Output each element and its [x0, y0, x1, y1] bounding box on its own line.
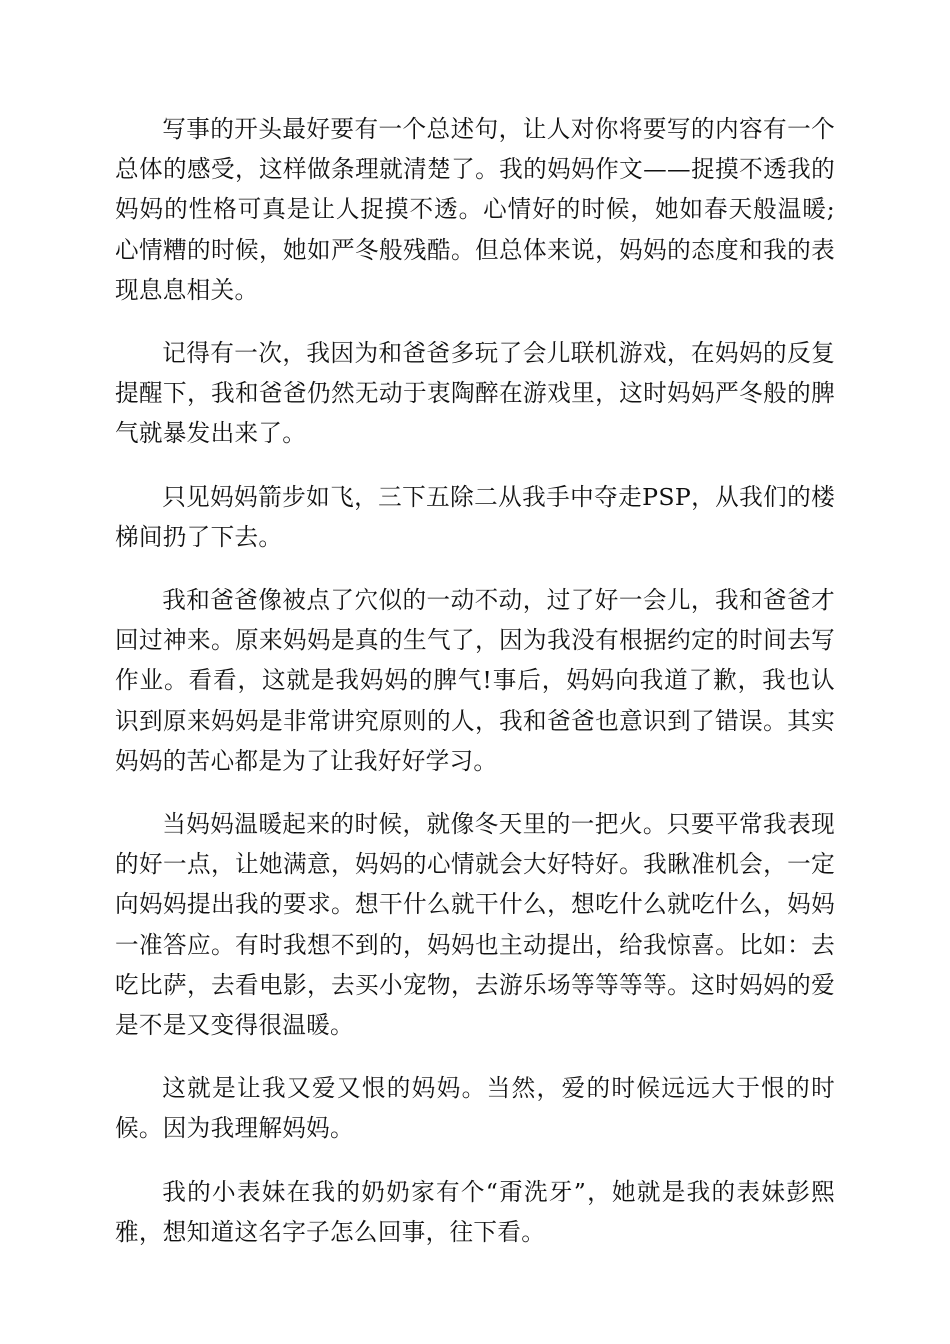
- document-body: [115, 109, 835, 1275]
- paragraph-3: 只见妈妈箭步如飞，三下五除二从我手中夺走PSP，从我们的楼梯间扔了下去。: [115, 482, 835, 551]
- paragraph-7: 我的小表妹在我的奶奶家有个“甭洗牙”，她就是我的表妹彭熙雅，想知道这名字子怎么回事，往下看。: [115, 1177, 835, 1246]
- paragraph-4: 我和爸爸像被点了穴似的一动不动，过了好一会儿，我和爸爸才回过神来。原来妈妈是真的生气了，因为我没有根据约定的时间去写作业。看看，这就是我妈妈的脾气!事后，妈妈向我道了歉，我也认识到原来妈妈是非常讲究原则的人，我和爸爸也意识到了错误。其实妈妈的苦心都是为了让我好好学习。: [115, 586, 835, 775]
- paragraph-2: 记得有一次，我因为和爸爸多玩了会儿联机游戏，在妈妈的反复提醒下，我和爸爸仍然无动于衷陶醉在游戏里，这时妈妈严冬般的脾气就暴发出来了。: [115, 339, 835, 448]
- paragraph-6: 这就是让我又爱又恨的妈妈。当然，爱的时候远远大于恨的时候。因为我理解妈妈。: [115, 1074, 835, 1143]
- paragraph-1: 写事的开头最好要有一个总述句，让人对你将要写的内容有一个总体的感受，这样做条理就清楚了。我的妈妈作文——捉摸不透我的妈妈的性格可真是让人捉摸不透。心情好的时候，她如春天般温暖;心情糟的时候，她如严冬般残酷。但总体来说，妈妈的态度和我的表现息息相关。: [115, 115, 835, 304]
- paragraph-5: 当妈妈温暖起来的时候，就像冬天里的一把火。只要平常我表现的好一点，让她满意，妈妈的心情就会大好特好。我瞅准机会，一定向妈妈提出我的要求。想干什么就干什么，想吃什么就吃什么，妈妈一准答应。有时我想不到的，妈妈也主动提出，给我惊喜。比如：去吃比萨，去看电影，去买小宠物，去游乐场等等等等。这时妈妈的爱是不是又变得很温暖。: [115, 810, 835, 1040]
